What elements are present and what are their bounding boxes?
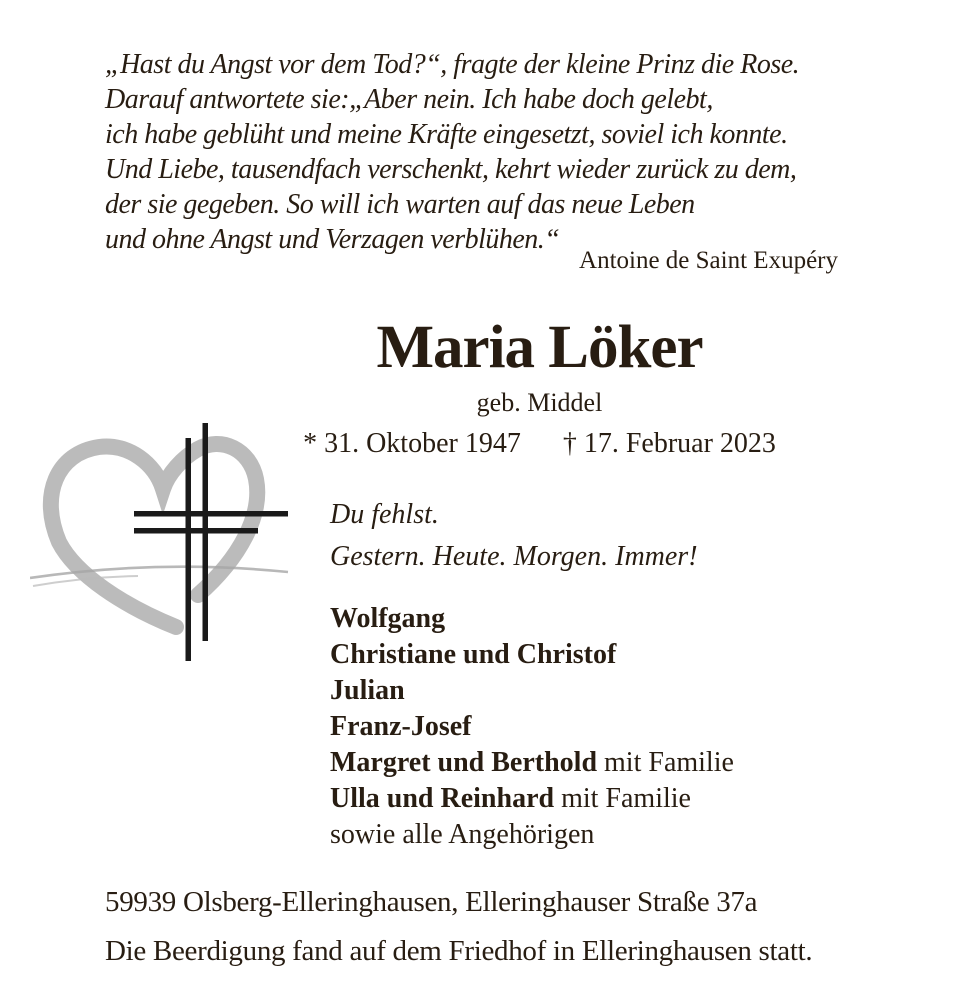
mourner-row: Franz-Josef	[330, 711, 472, 742]
mourner-row: sowie alle Angehörigen	[330, 819, 595, 850]
epitaph-line: Gestern. Heute. Morgen. Immer!	[330, 541, 698, 572]
mourner-row: Wolfgang	[330, 603, 446, 634]
birth-date: * 31. Oktober 1947	[303, 428, 521, 459]
heart-outline	[51, 444, 257, 627]
quote-line: Und Liebe, tausendfach verschenkt, kehrt wieder zurück zu dem,	[105, 154, 797, 185]
heart-cross-icon	[30, 405, 300, 685]
mourner-row: Margret und Berthold mit Familie	[330, 747, 734, 778]
quote-line: und ohne Angst und Verzagen verblühen.“	[105, 224, 560, 255]
mourners-list	[330, 601, 734, 853]
epitaph	[330, 494, 698, 578]
quote-attribution: Antoine de Saint Exupéry	[579, 247, 838, 274]
epitaph-line: Du fehlst.	[330, 499, 439, 530]
quote-line: „Hast du Angst vor dem Tod?“, fragte der kleine Prinz die Rose.	[105, 49, 800, 80]
quote-line: der sie gegeben. So will ich warten auf das neue Leben	[105, 189, 695, 220]
quote-line: Darauf antwortete sie:„Aber nein. Ich habe doch gelebt,	[105, 84, 713, 115]
death-date: † 17. Februar 2023	[562, 428, 776, 459]
mourner-row: Ulla und Reinhard mit Familie	[330, 783, 691, 814]
quote-line: ich habe geblüht und meine Kräfte eingesetzt, soviel ich konnte.	[105, 119, 788, 150]
mourner-row: Christiane und Christof	[330, 639, 617, 670]
maiden-name: geb. Middel	[476, 388, 603, 417]
mourner-row: Julian	[330, 675, 405, 706]
quote-block	[105, 47, 865, 257]
funeral-note: Die Beerdigung fand auf dem Friedhof in Elleringhausen statt.	[105, 935, 813, 967]
deceased-name: Maria Löker	[376, 314, 703, 381]
address-line: 59939 Olsberg-Elleringhausen, Elleringhauser Straße 37a	[105, 886, 758, 918]
